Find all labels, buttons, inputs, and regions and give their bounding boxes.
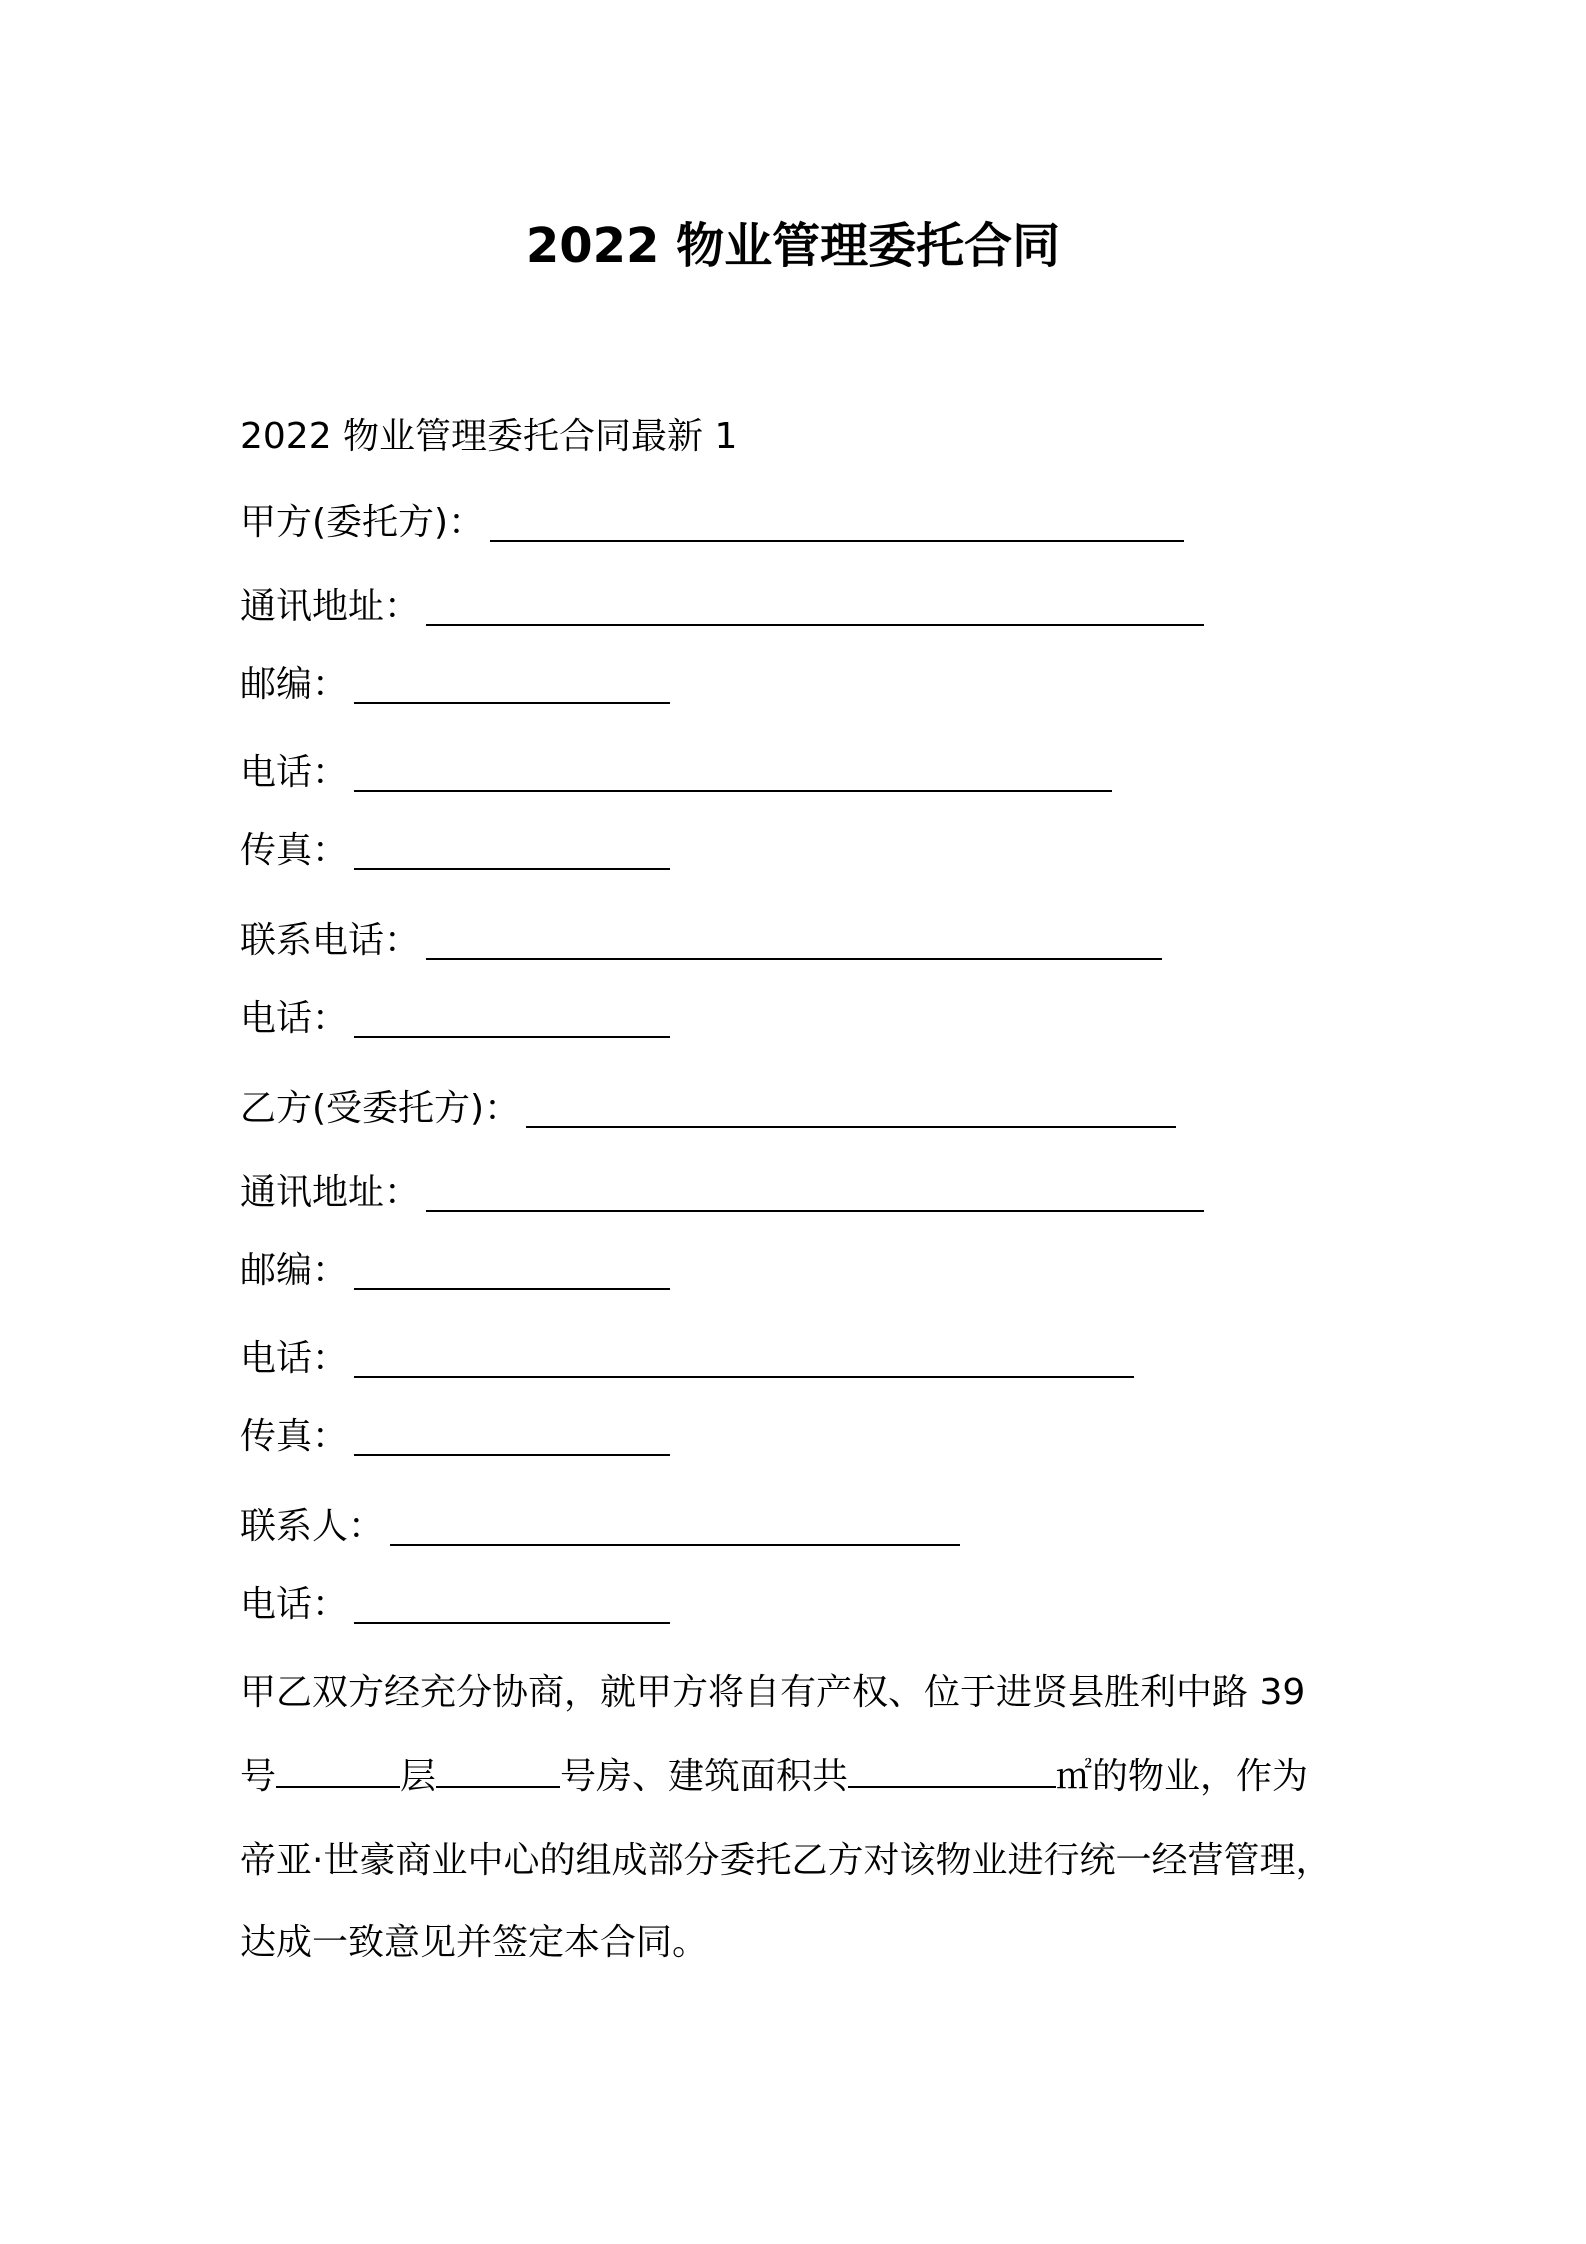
party-b-contact-person-label: 联系人： xyxy=(240,1506,385,1547)
party-a-address-blank[interactable] xyxy=(426,584,1204,626)
party-a-contact-phone-label: 联系电话： xyxy=(240,920,421,961)
area-blank[interactable] xyxy=(848,1752,1056,1788)
party-a-name-blank[interactable] xyxy=(490,500,1184,542)
paragraph-line-3: 帝亚·世豪商业中心的组成部分委托乙方对该物业进行统一经营管理， xyxy=(240,1840,1332,1881)
party-b-name-label: 乙方(受委托方)： xyxy=(240,1088,521,1129)
party-b-fax-field xyxy=(240,1412,670,1462)
party-a-phone2-label: 电话： xyxy=(240,998,349,1039)
party-b-address-label: 通讯地址： xyxy=(240,1172,421,1213)
document-title: 2022 物业管理委托合同 xyxy=(525,218,1061,274)
party-b-contact-person-field xyxy=(240,1502,960,1552)
party-a-postcode-label: 邮编： xyxy=(240,664,349,705)
party-a-contact-phone-blank[interactable] xyxy=(426,918,1162,960)
party-a-phone-blank[interactable] xyxy=(354,750,1112,792)
party-b-address-blank[interactable] xyxy=(426,1170,1204,1212)
floor-blank[interactable] xyxy=(276,1752,400,1788)
party-a-phone-field xyxy=(240,748,1112,798)
party-b-fax-label: 传真： xyxy=(240,1416,349,1457)
party-a-fax-blank[interactable] xyxy=(354,828,670,870)
party-b-address-field xyxy=(240,1168,1204,1218)
party-a-contact-phone-field xyxy=(240,916,1162,966)
party-b-name-field xyxy=(240,1084,1176,1134)
party-a-address-label: 通讯地址： xyxy=(240,586,421,627)
party-a-name-label: 甲方(委托方)： xyxy=(240,502,485,543)
paragraph-text-area: 号房、建筑面积共 xyxy=(560,1756,849,1797)
party-b-phone2-field xyxy=(240,1580,670,1630)
paragraph-text-ceng: 层 xyxy=(400,1756,437,1797)
party-a-fax-label: 传真： xyxy=(240,830,349,871)
document-subtitle: 2022 物业管理委托合同最新 1 xyxy=(240,416,738,457)
party-a-name-field xyxy=(240,498,1184,548)
party-a-postcode-field xyxy=(240,660,670,710)
paragraph-line-2 xyxy=(240,1752,1308,1802)
party-b-postcode-blank[interactable] xyxy=(354,1248,670,1290)
paragraph-line-4: 达成一致意见并签定本合同。 xyxy=(240,1922,709,1963)
paragraph-text-unit: ㎡的物业，作为 xyxy=(1056,1756,1309,1797)
party-b-name-blank[interactable] xyxy=(526,1086,1176,1128)
party-b-phone-label: 电话： xyxy=(240,1338,349,1379)
party-a-phone-label: 电话： xyxy=(240,752,349,793)
party-b-phone2-label: 电话： xyxy=(240,1584,349,1625)
paragraph-line-1: 甲乙双方经充分协商，就甲方将自有产权、位于进贤县胜利中路 39 xyxy=(240,1672,1306,1713)
party-b-phone2-blank[interactable] xyxy=(354,1582,670,1624)
party-a-phone2-blank[interactable] xyxy=(354,996,670,1038)
room-number-blank[interactable] xyxy=(436,1752,560,1788)
paragraph-text-hao: 号 xyxy=(240,1756,277,1797)
party-b-contact-person-blank[interactable] xyxy=(390,1504,960,1546)
party-b-phone-blank[interactable] xyxy=(354,1336,1134,1378)
party-a-address-field xyxy=(240,582,1204,632)
party-b-postcode-field xyxy=(240,1246,670,1296)
party-b-fax-blank[interactable] xyxy=(354,1414,670,1456)
party-b-phone-field xyxy=(240,1334,1134,1384)
party-a-postcode-blank[interactable] xyxy=(354,662,670,704)
party-a-fax-field xyxy=(240,826,670,876)
party-b-postcode-label: 邮编： xyxy=(240,1250,349,1291)
party-a-phone2-field xyxy=(240,994,670,1044)
